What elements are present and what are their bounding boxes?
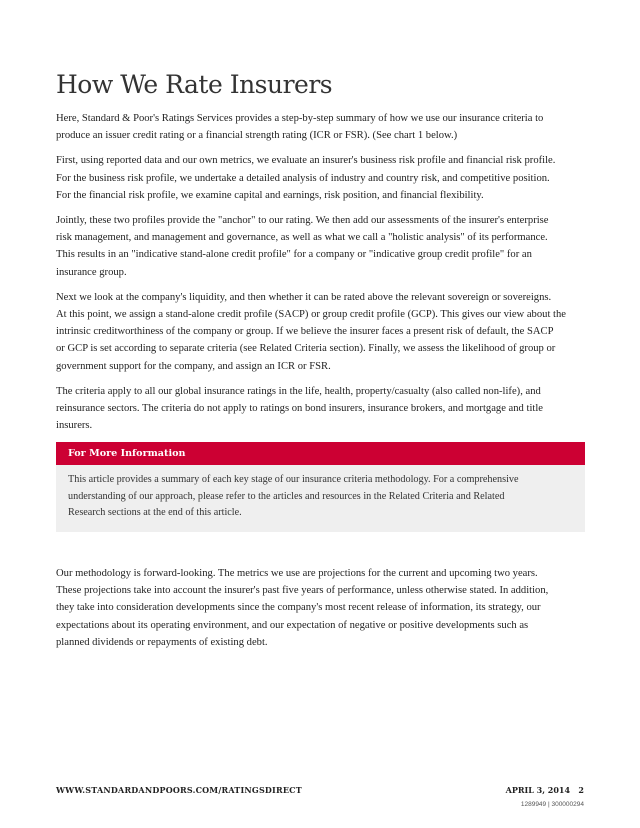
paragraph: [56, 289, 588, 375]
text-line: First, using reported data and our own metrics, we evaluate an insurer's business risk profile and financial risk profile.: [56, 155, 556, 167]
text-line: or GCP is set according to separate criteria (see Related Criteria section). Finally, we assess the likelihood of group or: [56, 343, 556, 355]
info-box-body: [56, 465, 585, 532]
text-line: For the financial risk profile, we examine capital and earnings, risk position, and financial flexibility.: [56, 189, 484, 201]
text-line: Research sections at the end of this article.: [68, 507, 242, 519]
text-line: insurers.: [56, 420, 93, 432]
text-line: planned dividends or repayments of existing debt.: [56, 636, 268, 648]
info-box: [56, 442, 585, 532]
paragraph: [56, 152, 588, 204]
text-line: For the business risk profile, we undertake a detailed analysis of industry and country risk, and competitive position.: [56, 172, 550, 184]
text-line: The criteria apply to all our global insurance ratings in the life, health, property/casualty (also called non-life), and: [56, 385, 541, 397]
text-line: This results in an "indicative stand-alone credit profile" for a company or "indicative group credit profile" for an: [56, 249, 532, 261]
article-body: [56, 110, 588, 659]
text-line: reinsurance sectors. The criteria do not apply to ratings on bond insurers, insurance brokers, and mortgage and title: [56, 403, 543, 415]
text-line: Here, Standard & Poor's Ratings Services provides a step-by-step summary of how we use our insurance criteria to: [56, 113, 544, 124]
text-line: Jointly, these two profiles provide the "anchor" to our rating. We then add our assessments of the insurer's enterprise: [56, 215, 549, 227]
text-line: intrinsic creditworthiness of the company or group. If we believe the insurer faces a present risk of default, the SACP: [56, 326, 554, 338]
footer-date-page: [506, 785, 584, 795]
text-line: This article provides a summary of each key stage of our insurance criteria methodology. For a comprehensive: [68, 474, 519, 486]
text-line: Our methodology is forward-looking. The metrics we use are projections for the current and upcoming two years.: [56, 567, 538, 579]
page-number: 2: [578, 785, 584, 795]
text-line: government support for the company, and assign an ICR or FSR.: [56, 360, 331, 372]
footer-url[interactable]: WWW.STANDARDANDPOORS.COM/RATINGSDIRECT: [56, 785, 302, 795]
paragraph: [56, 110, 588, 144]
page-title: How We Rate Insurers: [56, 70, 333, 99]
text-line: These projections take into account the insurer's past five years of performance, unless otherwise stated. In addition,: [56, 585, 549, 597]
paragraph: [56, 212, 588, 281]
paragraph: [56, 383, 588, 435]
text-line: insurance group.: [56, 266, 127, 278]
text-line: understanding of our approach, please refer to the articles and resources in the Related Criteria and Related: [68, 490, 505, 502]
footer-date: APRIL 3, 2014: [505, 785, 571, 795]
document-id: 1289949 | 300000294: [520, 801, 584, 808]
text-line: produce an issuer credit rating or a financial strength rating (ICR or FSR). (See chart 1 below.): [56, 130, 458, 142]
text-line: expectations about its operating environment, and our expectation of negative or positive developments such as: [56, 619, 529, 631]
text-line: Next we look at the company's liquidity, and then whether it can be rated above the relevant sovereign or sovereigns.: [56, 291, 552, 303]
closing-paragraph: [56, 565, 588, 651]
text-line: At this point, we assign a stand-alone credit profile (SACP) or group credit profile (GCP). This gives our view about the: [56, 309, 566, 321]
info-box-heading: For More Information: [56, 442, 585, 465]
text-line: risk management, and management and governance, as well as what we call a "holistic analysis" of its performance.: [56, 232, 548, 244]
text-line: they take into consideration developments since the company's most recent release of information, its strategy, our: [56, 602, 541, 614]
